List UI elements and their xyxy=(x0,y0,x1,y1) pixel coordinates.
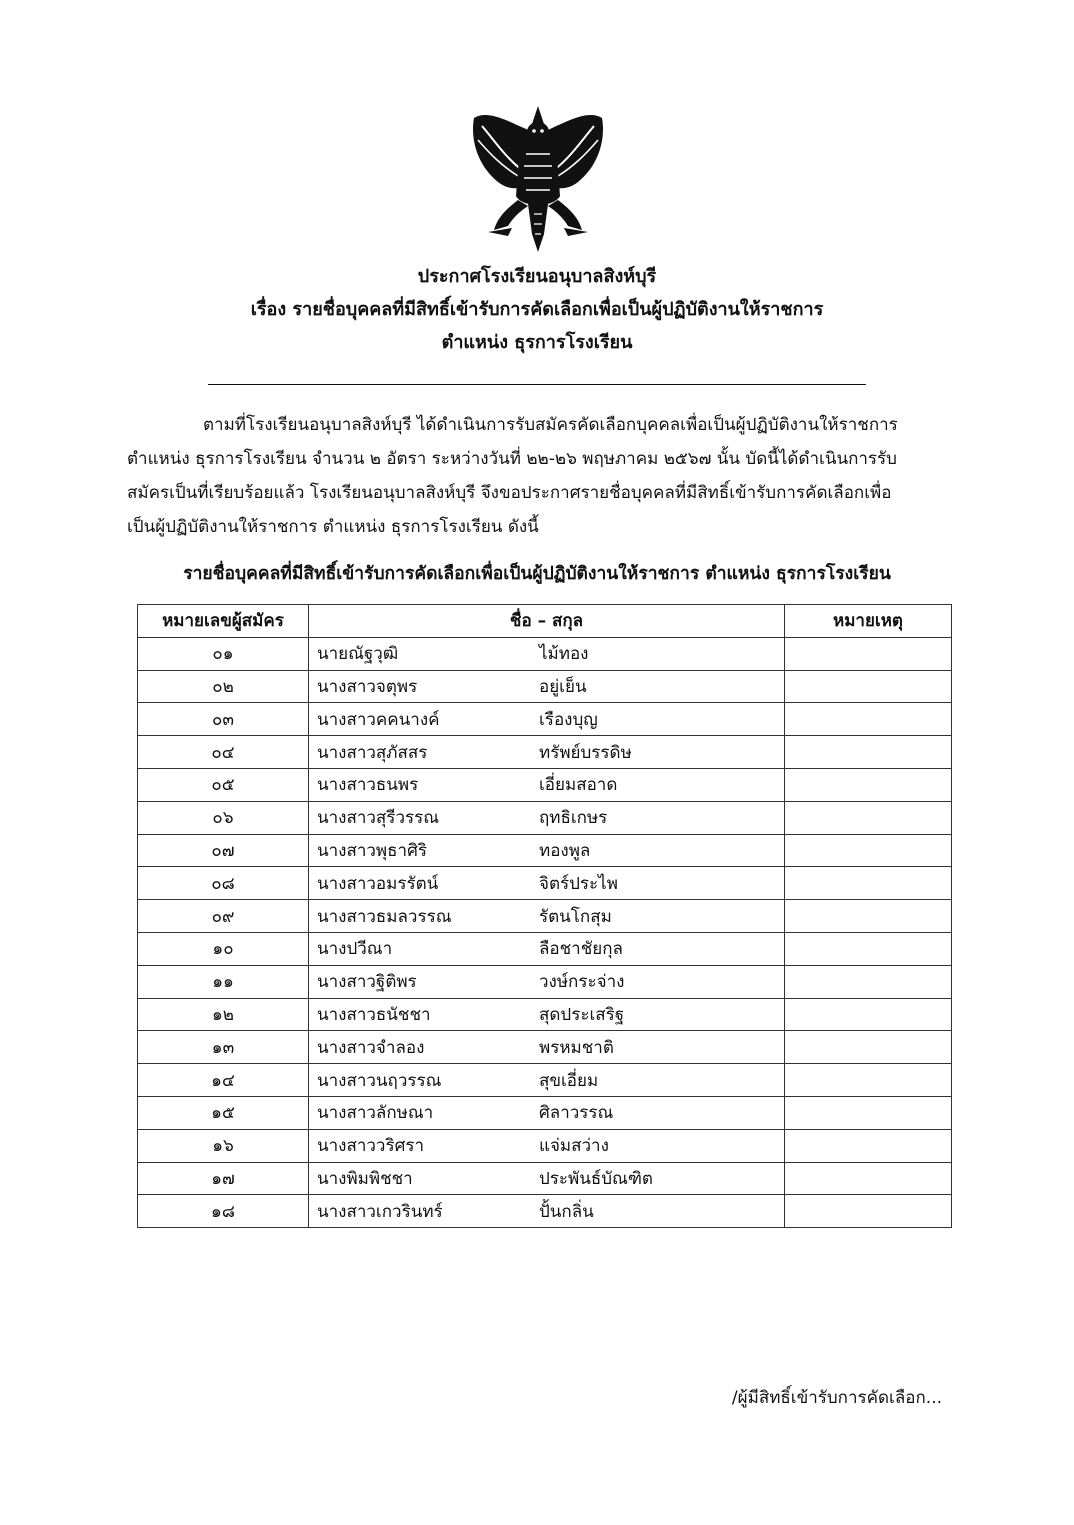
applicant-number: ๑๐ xyxy=(138,932,309,965)
first-name: นางสาวคคนางค์ xyxy=(317,709,440,730)
last-name: อยู่เย็น xyxy=(539,676,587,697)
remark-cell xyxy=(785,965,952,998)
table-row xyxy=(138,637,952,670)
applicant-name xyxy=(309,834,785,867)
remark-cell xyxy=(785,768,952,801)
applicant-number: ๐๑ xyxy=(138,637,309,670)
table-row xyxy=(138,932,952,965)
column-header-number: หมายเลขผู้สมัคร xyxy=(138,605,309,638)
last-name: จิตร์ประไพ xyxy=(539,873,618,894)
candidates-table xyxy=(137,604,952,1228)
table-row xyxy=(138,900,952,933)
table-header-row xyxy=(138,605,952,638)
first-name: นางปวีณา xyxy=(317,939,393,960)
last-name: พรหมชาติ xyxy=(539,1037,614,1058)
last-name: ไม้ทอง xyxy=(539,644,589,665)
body-line-3: สมัครเป็นที่เรียบร้อยแล้ว โรงเรียนอนุบาลสิงห์บุรี จึงขอประกาศรายชื่อบุคคลที่มีสิทธิ์เข้ารับการคัดเลือกเพื่อ xyxy=(127,483,892,503)
first-name: นางสาวลักษณา xyxy=(317,1103,434,1124)
applicant-name xyxy=(309,1162,785,1195)
applicant-number: ๐๙ xyxy=(138,900,309,933)
first-name: นางสาวเกวรินทร์ xyxy=(317,1201,443,1222)
applicant-name xyxy=(309,900,785,933)
applicant-number: ๐๖ xyxy=(138,801,309,834)
applicant-number: ๑๔ xyxy=(138,1064,309,1097)
applicant-name xyxy=(309,703,785,736)
applicant-name xyxy=(309,965,785,998)
last-name: ประพันธ์บัณฑิต xyxy=(539,1168,653,1189)
applicant-name xyxy=(309,1064,785,1097)
applicant-name xyxy=(309,1195,785,1228)
table-row xyxy=(138,670,952,703)
remark-cell xyxy=(785,1064,952,1097)
announcement-subject: เรื่อง รายชื่อบุคคลที่มีสิทธิ์เข้ารับการคัดเลือกเพื่อเป็นผู้ปฏิบัติงานให้ราชการ xyxy=(250,299,824,320)
last-name: แจ่มสว่าง xyxy=(539,1136,609,1157)
remark-cell xyxy=(785,1129,952,1162)
applicant-number: ๐๒ xyxy=(138,670,309,703)
table-row xyxy=(138,867,952,900)
table-row xyxy=(138,1096,952,1129)
remark-cell xyxy=(785,1096,952,1129)
last-name: สุดประเสริฐ xyxy=(539,1004,625,1025)
applicant-number: ๐๘ xyxy=(138,867,309,900)
remark-cell xyxy=(785,703,952,736)
table-row xyxy=(138,998,952,1031)
applicant-name xyxy=(309,998,785,1031)
body-line-1: ตามที่โรงเรียนอนุบาลสิงห์บุรี ได้ดำเนินการรับสมัครคัดเลือกบุคคลเพื่อเป็นผู้ปฏิบัติงานให้ราชการ xyxy=(203,415,898,435)
applicant-name xyxy=(309,1129,785,1162)
applicant-number: ๐๕ xyxy=(138,768,309,801)
applicant-number: ๐๗ xyxy=(138,834,309,867)
first-name: นางสาวนฤวรรณ xyxy=(317,1070,442,1091)
applicant-number: ๑๒ xyxy=(138,998,309,1031)
remark-cell xyxy=(785,637,952,670)
last-name: ลือชาชัยกุล xyxy=(539,939,623,960)
first-name: นางสาวสุภัสสร xyxy=(317,742,428,763)
announcement-issuer: ประกาศโรงเรียนอนุบาลสิงห์บุรี xyxy=(417,266,657,287)
remark-cell xyxy=(785,998,952,1031)
first-name: นายณัฐวุฒิ xyxy=(317,644,399,665)
applicant-name xyxy=(309,736,785,769)
last-name: เอี่ยมสอาด xyxy=(539,775,618,796)
first-name: นางสาวธมลวรรณ xyxy=(317,906,452,927)
announcement-position: ตำแหน่ง ธุรการโรงเรียน xyxy=(441,332,633,353)
applicant-number: ๑๘ xyxy=(138,1195,309,1228)
remark-cell xyxy=(785,932,952,965)
applicant-number: ๑๖ xyxy=(138,1129,309,1162)
last-name: ทองพูล xyxy=(539,840,591,861)
table-row xyxy=(138,1129,952,1162)
applicant-name xyxy=(309,1096,785,1129)
remark-cell xyxy=(785,670,952,703)
applicant-number: ๑๗ xyxy=(138,1162,309,1195)
column-header-remark: หมายเหตุ xyxy=(785,605,952,638)
table-row xyxy=(138,1162,952,1195)
applicant-name xyxy=(309,637,785,670)
table-row xyxy=(138,834,952,867)
continuation-note: /ผู้มีสิทธิ์เข้ารับการคัดเลือก... xyxy=(731,1388,942,1408)
first-name: นางสาวธนพร xyxy=(317,775,419,796)
remark-cell xyxy=(785,834,952,867)
table-row xyxy=(138,703,952,736)
applicant-number: ๑๑ xyxy=(138,965,309,998)
remark-cell xyxy=(785,1031,952,1064)
applicant-name xyxy=(309,670,785,703)
remark-cell xyxy=(785,900,952,933)
body-line-2: ตำแหน่ง ธุรการโรงเรียน จำนวน ๒ อัตรา ระหว่างวันที่ ๒๒-๒๖ พฤษภาคม ๒๕๖๗ นั้น บัดนี้ได้ดำเนินการรับ xyxy=(127,449,897,469)
first-name: นางสาวพุธาศิริ xyxy=(317,840,427,861)
applicant-name xyxy=(309,801,785,834)
applicant-name xyxy=(309,1031,785,1064)
table-row xyxy=(138,1195,952,1228)
last-name: วงษ์กระจ่าง xyxy=(539,972,625,993)
remark-cell xyxy=(785,736,952,769)
column-header-name: ชื่อ – สกุล xyxy=(309,605,785,638)
last-name: ศิลาวรรณ xyxy=(539,1103,614,1124)
garuda-emblem xyxy=(468,104,608,256)
applicant-number: ๐๓ xyxy=(138,703,309,736)
remark-cell xyxy=(785,1195,952,1228)
table-title: รายชื่อบุคคลที่มีสิทธิ์เข้ารับการคัดเลือกเพื่อเป็นผู้ปฏิบัติงานให้ราชการ ตำแหน่ง ธุรการโรงเรียน xyxy=(183,564,891,584)
first-name: นางสาววริศรา xyxy=(317,1136,425,1157)
last-name: สุขเอี่ยม xyxy=(539,1070,599,1091)
first-name: นางสาวธนัชชา xyxy=(317,1004,431,1025)
table-row xyxy=(138,1031,952,1064)
first-name: นางพิมพิชชา xyxy=(317,1168,413,1189)
first-name: นางสาวอมรรัตน์ xyxy=(317,873,439,894)
remark-cell xyxy=(785,867,952,900)
first-name: นางสาวสุรีวรรณ xyxy=(317,808,440,829)
applicant-number: ๑๓ xyxy=(138,1031,309,1064)
table-row xyxy=(138,801,952,834)
applicant-name xyxy=(309,867,785,900)
remark-cell xyxy=(785,1162,952,1195)
table-row xyxy=(138,965,952,998)
table-row xyxy=(138,736,952,769)
first-name: นางสาวจตุพร xyxy=(317,676,418,697)
table-row xyxy=(138,1064,952,1097)
last-name: เรืองบุญ xyxy=(539,709,598,730)
first-name: นางสาวจำลอง xyxy=(317,1037,425,1058)
last-name: ทรัพย์บรรดิษ xyxy=(539,742,632,763)
applicant-name xyxy=(309,932,785,965)
remark-cell xyxy=(785,801,952,834)
applicant-name xyxy=(309,768,785,801)
applicant-number: ๐๔ xyxy=(138,736,309,769)
last-name: รัตนโกสุม xyxy=(539,906,612,927)
body-line-4: เป็นผู้ปฏิบัติงานให้ราชการ ตำแหน่ง ธุรการโรงเรียน ดังนี้ xyxy=(127,517,539,537)
header-divider xyxy=(208,384,866,385)
first-name: นางสาวฐิติพร xyxy=(317,972,417,993)
last-name: ฤทธิเกษร xyxy=(539,808,608,829)
applicant-number: ๑๕ xyxy=(138,1096,309,1129)
table-row xyxy=(138,768,952,801)
last-name: ปั้นกลิ่น xyxy=(539,1201,594,1222)
